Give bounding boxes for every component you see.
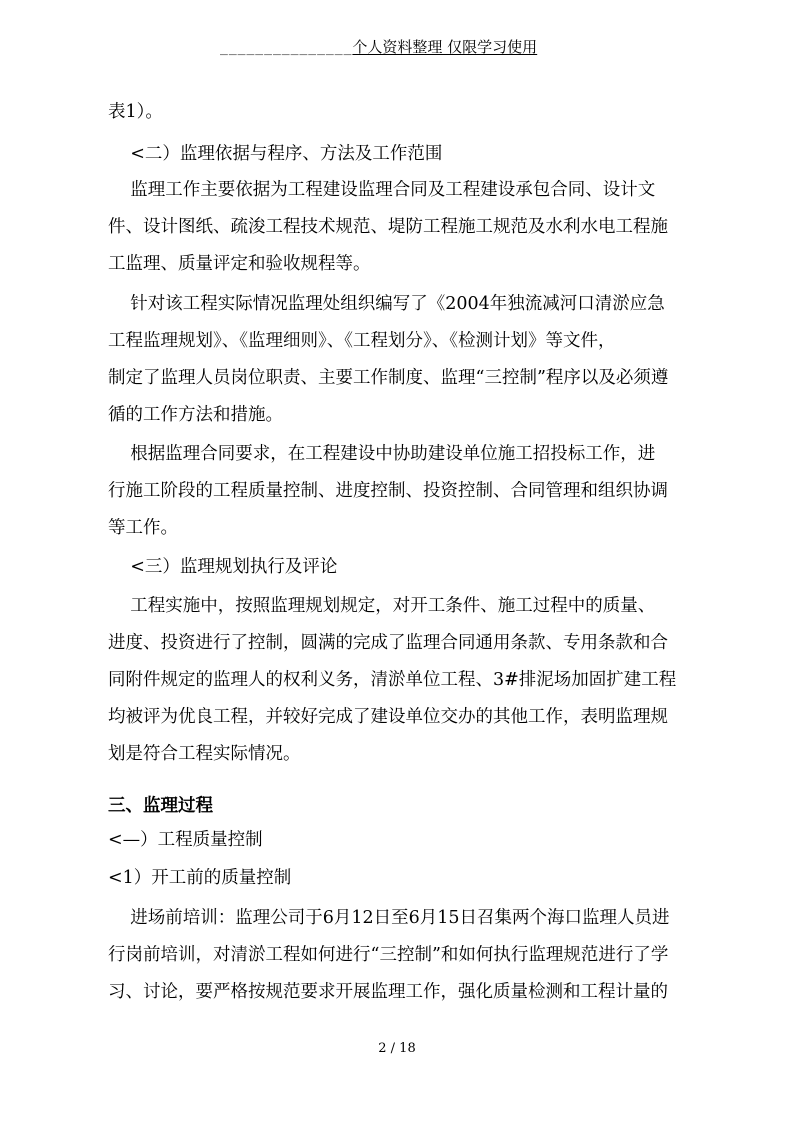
text-line: 工程监理规划》、《监理细则》、《工程划分》、《检测计划》等文件， [108,331,616,351]
text-line: 进场前培训：监理公司于6月12日至6月15日召集两个海口监理人员进 [108,908,670,928]
text-line: 同附件规定的监理人的权利义务，清淤单位工程、3#排泥场加固扩建工程 [108,670,677,690]
text-line: 针对该工程实际情况监理处组织编写了《2004年独流减河口清淤应急 [108,294,665,314]
text-line: 进度、投资进行了控制，圆满的完成了监理合同通用条款、专用条款和合 [108,633,668,653]
text-line: 工监理、质量评定和验收规程等。 [108,254,371,274]
text-line: 工程实施中，按照监理规划规定，对开工条件、施工过程中的质量、 [108,596,656,616]
text-line: 循的工作方法和措施。 [108,405,283,425]
section-subheading: <三）监理规划执行及评论 [108,557,338,577]
text-line: 件、设计图纸、疏浚工程技术规范、堤防工程施工规范及水利水电工程施 [108,217,668,237]
header-text: 个人资料整理 仅限学习使用 [352,38,538,56]
subsection-heading: <1）开工前的质量控制 [108,868,292,888]
text-line: 习、讨论，要严格按规范要求开展监理工作，强化质量检测和工程计量的 [108,982,668,1002]
text-line: 均被评为优良工程，并较好完成了建设单位交办的其他工作，表明监理规 [108,707,668,727]
page-header [220,36,600,58]
text-line: 行岗前培训，对清淤工程如何进行“三控制”和如何执行监理规范进行了学 [108,945,669,965]
text-line: 划是符合工程实际情况。 [108,744,301,764]
section-subheading: <二）监理依据与程序、方法及工作范围 [108,144,443,164]
text-line: 根据监理合同要求，在工程建设中协助建设单位施工招投标工作，进 [108,444,656,464]
section-heading: 三、监理过程 [108,796,213,816]
header-dashes: _______________ [220,41,353,56]
text-line: 制定了监理人员岗位职责、主要工作制度、监理“三控制”程序以及必须遵 [108,368,669,388]
text-line: 等工作。 [108,518,178,538]
page-number: 2 / 18 [378,1041,416,1056]
text-line: 行施工阶段的工程质量控制、进度控制、投资控制、合同管理和组织协调 [108,481,668,501]
subsection-heading: <—）工程质量控制 [108,830,263,850]
text-line: 表1）。 [108,102,163,122]
text-line: 监理工作主要依据为工程建设监理合同及工程建设承包合同、设计文 [108,180,656,200]
